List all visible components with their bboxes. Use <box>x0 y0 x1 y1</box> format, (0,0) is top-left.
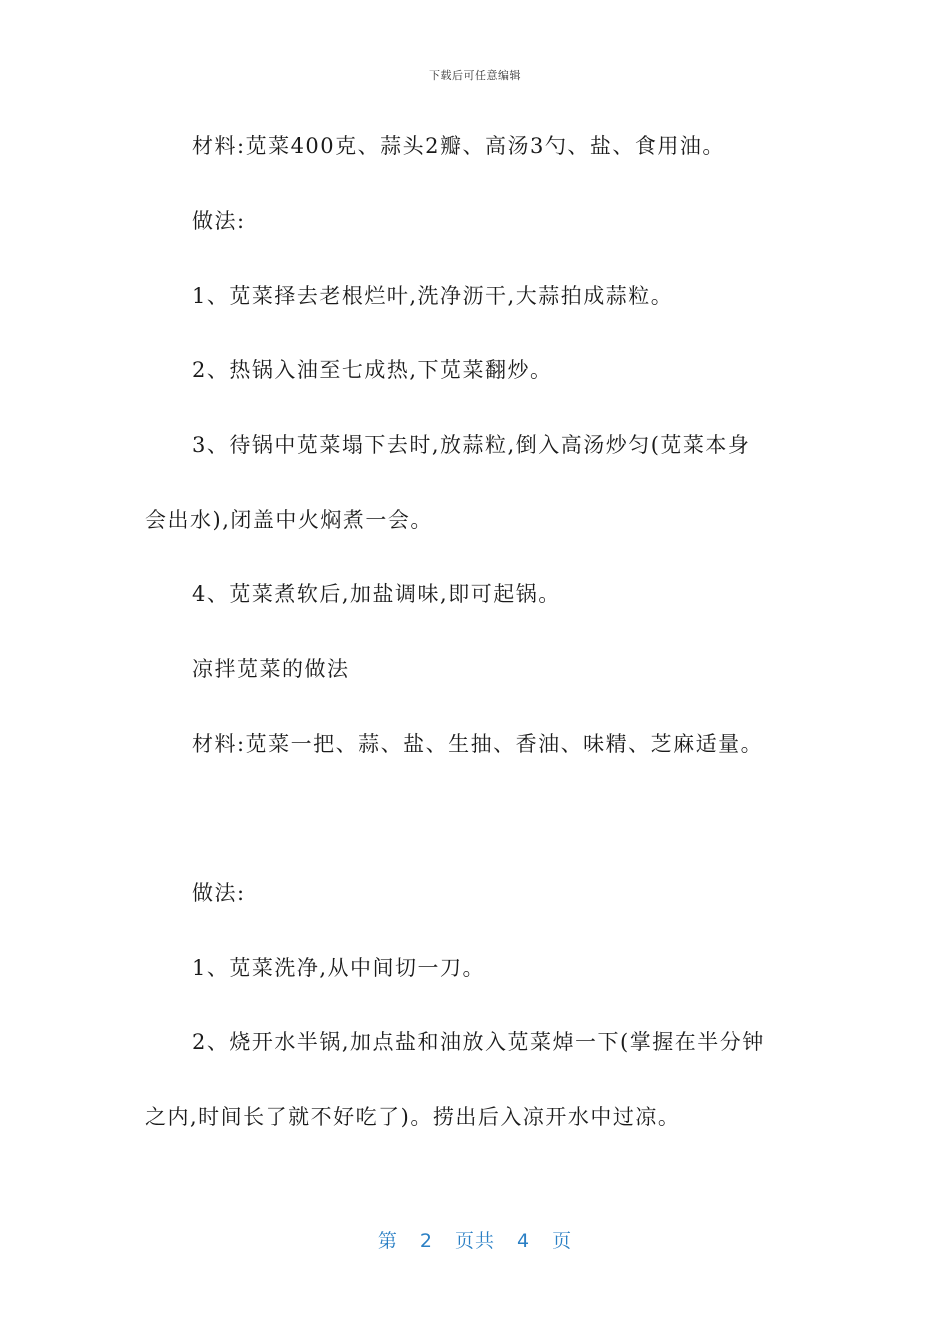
paragraph-line: 材料:苋菜400克、蒜头2瓣、高汤3勺、盐、食用油。 <box>192 134 725 158</box>
section-heading: 凉拌苋菜的做法 <box>192 657 350 681</box>
paragraph-line: 材料:苋菜一把、蒜、盐、生抽、香油、味精、芝麻适量。 <box>192 732 764 756</box>
paragraph-line: 3、待锅中苋菜塌下去时,放蒜粒,倒入高汤炒匀(苋菜本身 <box>192 433 751 457</box>
footer-middle: 页共 <box>454 1230 495 1252</box>
paragraph-line: 之内,时间长了就不好吃了)。捞出后入凉开水中过凉。 <box>145 1105 681 1129</box>
paragraph-line: 1、苋菜择去老根烂叶,洗净沥干,大蒜拍成蒜粒。 <box>192 284 674 308</box>
footer-current-page: 2 <box>419 1230 433 1252</box>
footer-total-pages: 4 <box>517 1230 531 1252</box>
paragraph-line: 做法: <box>192 209 246 233</box>
paragraph-line: 会出水),闭盖中火焖煮一会。 <box>145 508 433 532</box>
paragraph-line: 4、苋菜煮软后,加盐调味,即可起锅。 <box>192 582 561 606</box>
paragraph-line: 2、烧开水半锅,加点盐和油放入苋菜焯一下(掌握在半分钟 <box>192 1030 765 1054</box>
paragraph-line: 2、热锅入油至七成热,下苋菜翻炒。 <box>192 358 553 382</box>
page-footer <box>0 1226 950 1253</box>
header-note: 下载后可任意编辑 <box>429 69 521 82</box>
footer-prefix: 第 <box>377 1230 398 1252</box>
paragraph-line: 1、苋菜洗净,从中间切一刀。 <box>192 956 486 980</box>
footer-suffix: 页 <box>552 1230 573 1252</box>
paragraph-line: 做法: <box>192 881 246 905</box>
